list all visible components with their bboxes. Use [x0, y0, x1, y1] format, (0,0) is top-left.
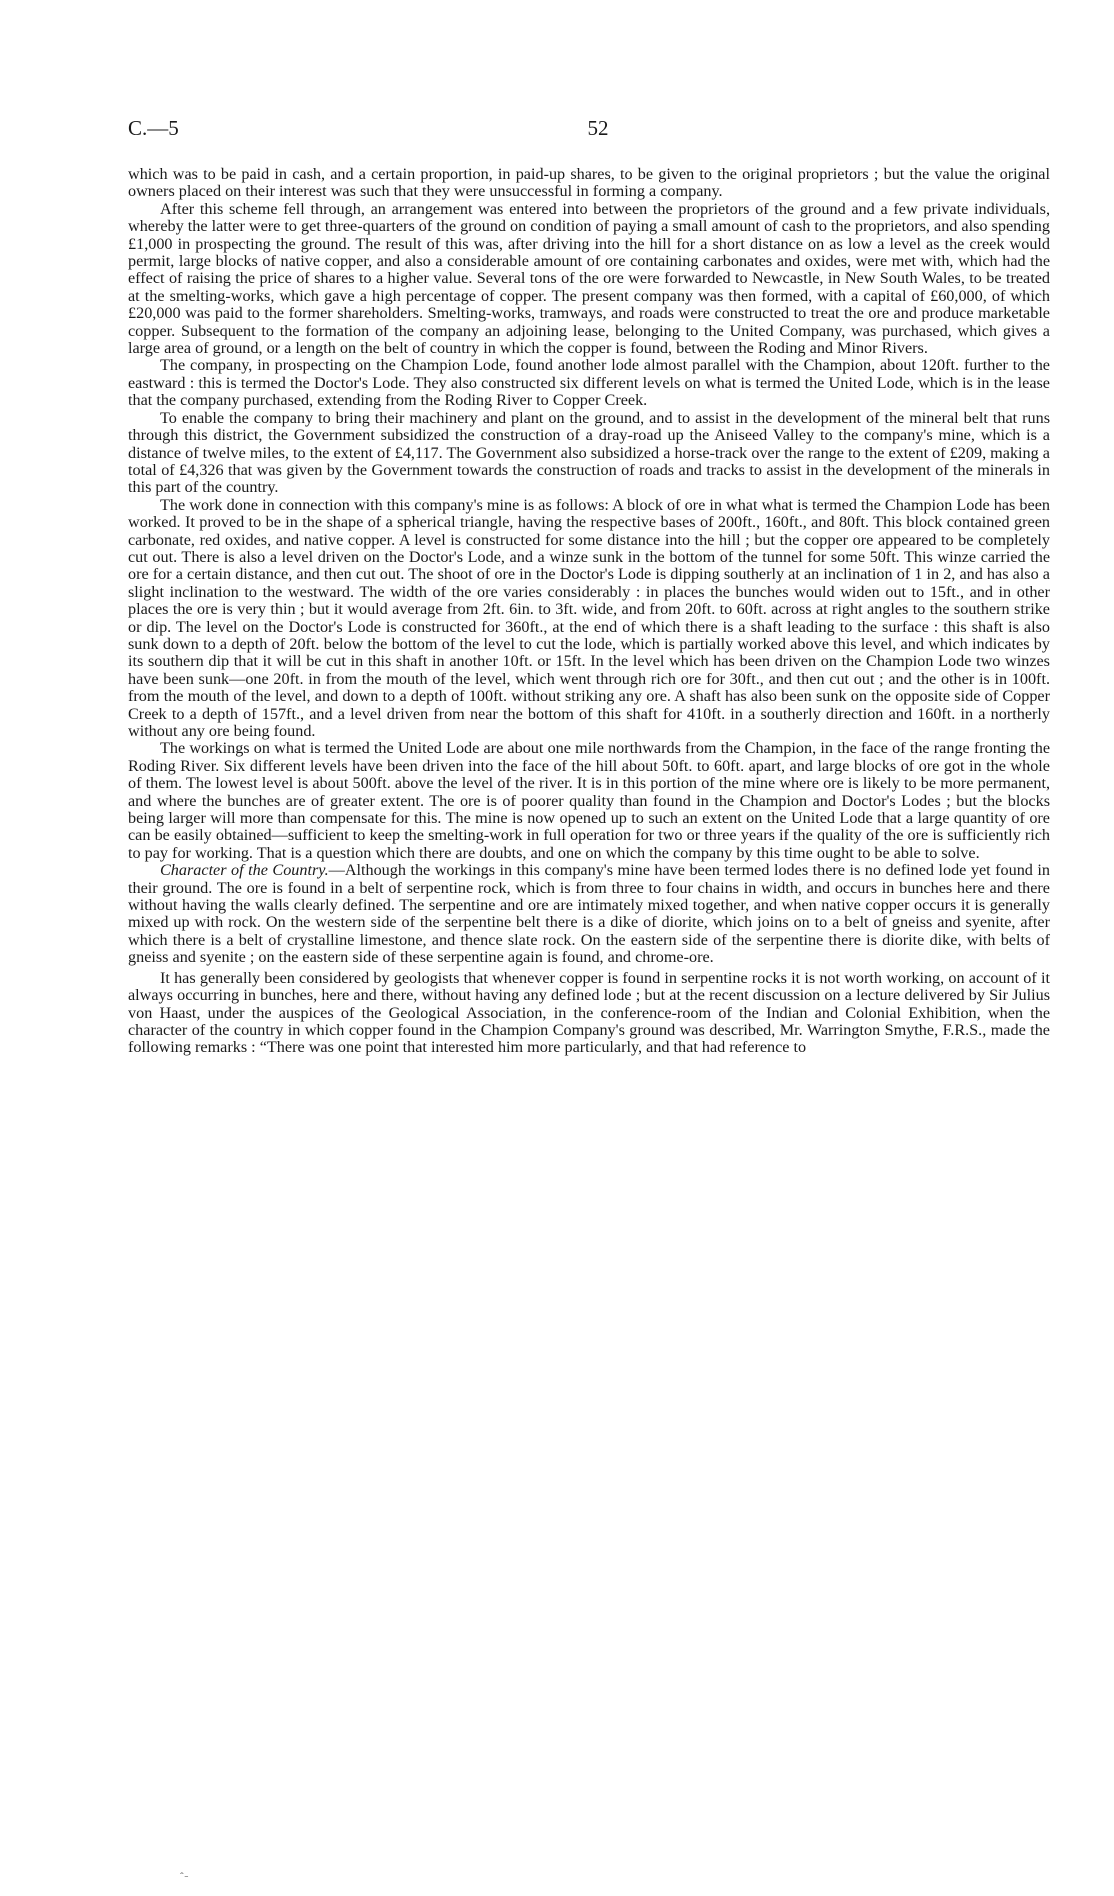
scan-mark: ˆ ̵	[180, 1871, 187, 1883]
page-number: 52	[587, 116, 609, 140]
paragraph: The company, in prospecting on the Champion Lode, found another lode almost parallel with the Champion, about 120ft. further to the eastward : this is termed the Doctor's Lode. They also constructed six different levels on what is termed the United Lode, which is in the lease that the company purchased, extending from the Roding River to Copper Creek.	[128, 356, 1050, 410]
paragraph-text: —Although the workings in this company's mine have been termed lodes there is no defined lode yet found in their ground. The ore is found in a belt of serpentine rock, which is from three to four chains in width, and occurs in bunches here and there without having the walls clearly defined. The serpentine and ore are intimately mixed together, and when native copper occurs it is generally mixed up with rock. On the western side of the serpentine belt there is a dike of diorite, which joins on to a belt of gneiss and syenite, after which there is a belt of crystalline limestone, and thence slate rock. On the eastern side of the serpentine there is diorite dike, with belts of gneiss and syenite ; on the eastern side of these serpentine again is found, and chrome-ore.	[128, 861, 1050, 967]
page-header	[128, 116, 1050, 146]
section-subheading: Character of the Country.	[160, 861, 329, 880]
paragraph: which was to be paid in cash, and a certain proportion, in paid-up shares, to be given to the original proprietors ; but the value the original owners placed on their interest was such that they were unsuccessful in forming a company.	[128, 165, 1050, 201]
paragraph: The work done in connection with this company's mine is as follows: A block of ore in what what is termed the Champion Lode has been worked. It proved to be in the shape of a spherical triangle, having the respective bases of 200ft., 160ft., and 80ft. This block contained green carbonate, red oxides, and native copper. A level is constructed for some distance into the hill ; but the copper ore appeared to be completely cut out. There is also a level driven on the Doctor's Lode, and a winze sunk in the bottom of the tunnel for some 50ft. This winze carried the ore for a certain distance, and then cut out. The shoot of ore in the Doctor's Lode is dipping southerly at an inclination of 1 in 2, and has also a slight inclination to the westward. The width of the ore varies considerably : in places the bunches would widen out to 15ft., and in other places the ore is very thin ; but it would average from 2ft. 6in. to 3ft. wide, and from 20ft. to 60ft. across at right angles to the southern strike or dip. The level on the Doctor's Lode is constructed for 360ft., at the end of which there is a shaft leading to the surface : this shaft is also sunk down to a depth of 20ft. below the bottom of the level to cut the lode, which is partially worked above this level, and which indicates by its southern dip that it will be cut in this shaft in another 10ft. or 15ft. In the level which has been driven on the Champion Lode two winzes have been sunk—one 20ft. in from the mouth of the level, which went through rich ore for 30ft., and then cut out ; and the other is in 100ft. from the mouth of the level, and down to a depth of 100ft. without striking any ore. A shaft has also been sunk on the opposite side of Copper Creek to a depth of 157ft., and a level driven from near the bottom of this shaft for 410ft. in a southerly direction and 160ft. in a northerly without any ore being found.	[128, 495, 1050, 740]
paragraph	[128, 862, 1050, 966]
body-text	[128, 166, 1050, 1057]
paragraph: The workings on what is termed the United Lode are about one mile northwards from the Champion, in the face of the range fronting the Roding River. Six different levels have been driven into the face of the hill about 50ft. to 60ft. apart, and large blocks of ore got in the whole of them. The lowest level is about 500ft. above the level of the river. It is in this portion of the mine where ore is likely to be more permanent, and where the bunches are of greater extent. The ore is of poorer quality than found in the Champion and Doctor's Lodes ; but the blocks being larger will more than compensate for this. The mine is now opened up to such an extent on the United Lode that a large quantity of ore can be easily obtained—sufficient to keep the smelting-work in full operation for two or three years if the quality of the ore is sufficiently rich to pay for working. That is a question which there are doubts, and one on which the company by this time ought to be able to solve.	[128, 739, 1050, 862]
paragraph: It has generally been considered by geologists that whenever copper is found in serpentine rocks it is not worth working, on account of it always occurring in bunches, here and there, without having any defined lode ; but at the recent discussion on a lecture delivered by Sir Julius von Haast, under the auspices of the Geological Association, in the conference-room of the Indian and Colonial Exhibition, when the character of the country in which copper found in the Champion Company's ground was described, Mr. Warrington Smythe, F.R.S., made the following remarks : “There was one point that interested him more particularly, and that had reference to	[128, 968, 1050, 1057]
paragraph: To enable the company to bring their machinery and plant on the ground, and to assist in the development of the mineral belt that runs through this district, the Government subsidized the construction of a dray-road up the Aniseed Valley to the company's mine, which is a distance of twelve miles, to the extent of £4,117. The Government also subsidized a horse-track over the range to the extent of £209, making a total of £4,326 that was given by the Government towards the construction of roads and tracks to assist in the development of the minerals in this part of the country.	[128, 408, 1050, 497]
paragraph: After this scheme fell through, an arrangement was entered into between the proprietors of the ground and a few private individuals, whereby the latter were to get three-quarters of the ground on condition of paying a small amount of cash to the proprietors, and also spending £1,000 in prospecting the ground. The result of this was, after driving into the hill for a short distance on as low a level as the creek would permit, large blocks of native copper, and also a considerable amount of ore containing carbonates and oxides, were met with, which had the effect of raising the price of shares to a higher value. Several tons of the ore were forwarded to Newcastle, in New South Wales, to be treated at the smelting-works, which gave a high percentage of copper. The present company was then formed, with a capital of £60,000, of which £20,000 was paid to the former shareholders. Smelting-works, tramways, and roads were constructed to treat the ore and produce marketable copper. Subsequent to the formation of the company an adjoining lease, belonging to the United Company, was purchased, which gives a large area of ground, or a length on the belt of country in which the copper is found, between the Roding and Minor Rivers.	[128, 199, 1050, 358]
document-reference: C.—5	[128, 116, 179, 140]
